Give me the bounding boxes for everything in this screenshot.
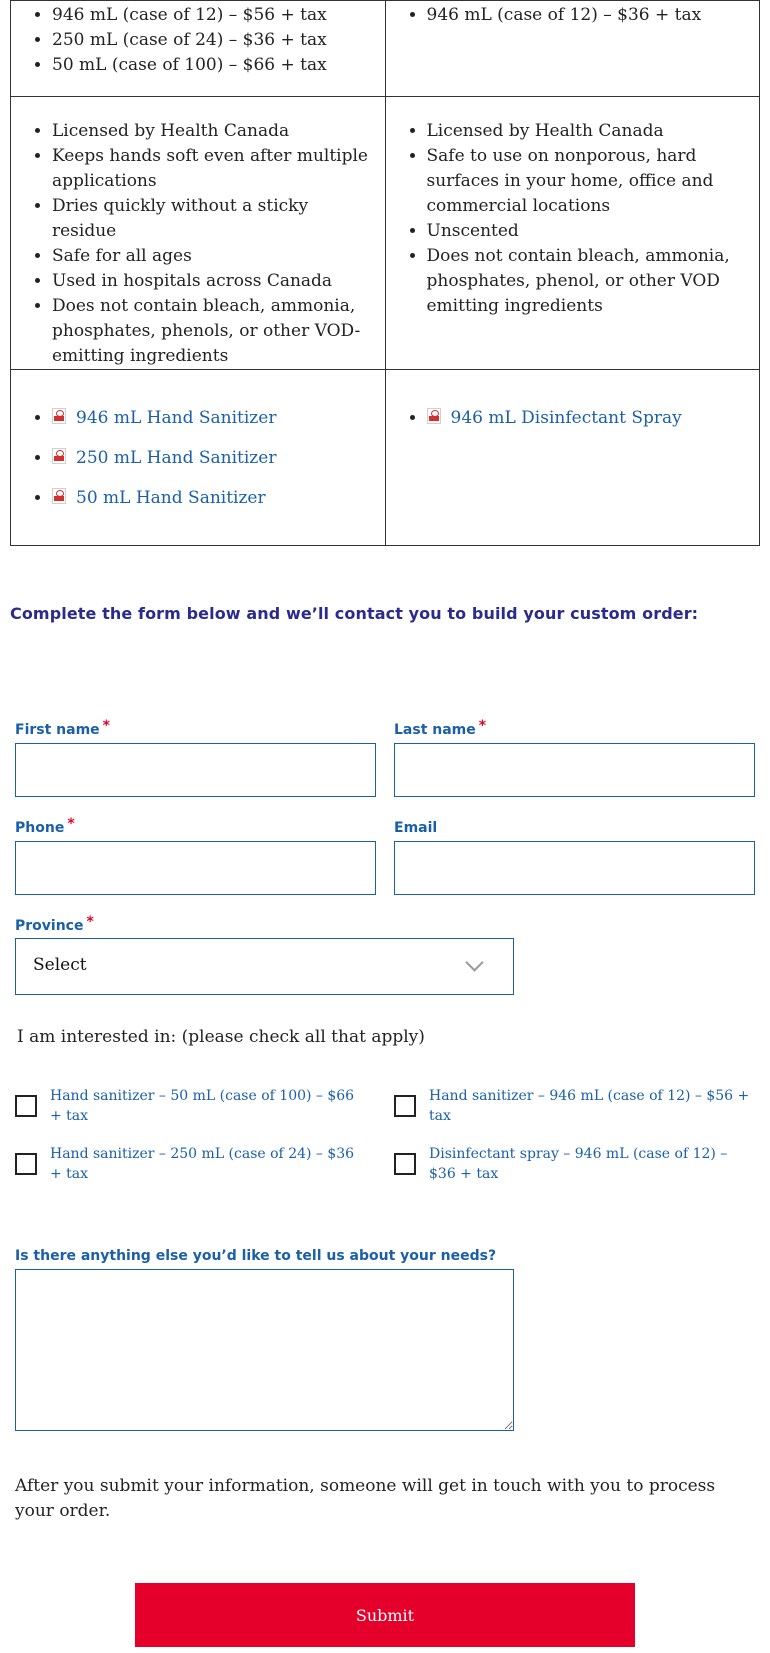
pdf-link-946ml-spray[interactable] bbox=[427, 408, 682, 428]
list-item: • Safe for all ages bbox=[52, 244, 385, 269]
list-item bbox=[52, 406, 385, 431]
checkbox-sanitizer-250ml[interactable] bbox=[15, 1153, 37, 1175]
features-row bbox=[11, 97, 760, 370]
checkbox-spray-946ml[interactable] bbox=[394, 1153, 416, 1175]
province-select[interactable] bbox=[15, 938, 514, 995]
pdf-link-label: 946 mL Hand Sanitizer bbox=[76, 408, 277, 428]
required-marker: * bbox=[67, 816, 75, 832]
list-item: • Safe to use on nonporous, hard surfaces in your home, office and commercial locations bbox=[427, 144, 760, 219]
spray-sizes-cell bbox=[385, 1, 760, 97]
after-submit-note: After you submit your information, someone will get in touch with you to process your order. bbox=[15, 1476, 716, 1521]
phone-label: Phone * bbox=[15, 816, 75, 836]
pdf-link-50ml-sanitizer[interactable] bbox=[52, 488, 266, 508]
checkbox-label: Hand sanitizer – 50 mL (case of 100) – $66 + tax bbox=[50, 1088, 355, 1124]
pdf-link-250ml-sanitizer[interactable] bbox=[52, 448, 276, 468]
email-label: Email bbox=[394, 820, 438, 836]
submit-button[interactable]: Submit bbox=[135, 1583, 635, 1647]
required-marker: * bbox=[86, 914, 94, 930]
spray-features-cell bbox=[385, 97, 760, 370]
pdf-file-icon bbox=[52, 408, 66, 424]
checkbox-label: Hand sanitizer – 250 mL (case of 24) – $36 + tax bbox=[50, 1146, 355, 1182]
needs-textarea[interactable] bbox=[15, 1269, 514, 1431]
last-name-label: Last name * bbox=[394, 718, 487, 738]
first-name-label: First name * bbox=[15, 718, 110, 738]
checkbox-label: Disinfectant spray – 946 mL (case of 12) – $36 + tax bbox=[429, 1146, 728, 1182]
spray-downloads-cell bbox=[385, 370, 760, 546]
list-item: • 946 mL (case of 12) – $56 + tax bbox=[52, 3, 385, 28]
pdf-link-label: 946 mL Disinfectant Spray bbox=[450, 408, 682, 428]
chevron-down-icon bbox=[465, 953, 483, 971]
checkbox-row bbox=[15, 1144, 365, 1184]
products-table bbox=[10, 0, 760, 546]
pdf-file-icon bbox=[52, 488, 66, 504]
sanitizer-sizes-cell bbox=[11, 1, 386, 97]
list-item: • Licensed by Health Canada bbox=[52, 119, 385, 144]
last-name-input[interactable] bbox=[394, 743, 755, 797]
email-input[interactable] bbox=[394, 841, 755, 895]
checkbox-row bbox=[394, 1144, 754, 1184]
list-item: • Dries quickly without a sticky residue bbox=[52, 194, 385, 244]
phone-input[interactable] bbox=[15, 841, 376, 895]
province-select-value: Select bbox=[33, 955, 87, 975]
list-item: • Keeps hands soft even after multiple applications bbox=[52, 144, 385, 194]
list-item: • 946 mL (case of 12) – $36 + tax bbox=[427, 3, 760, 28]
needs-label: Is there anything else you’d like to tell us about your needs? bbox=[15, 1248, 497, 1264]
pdf-link-label: 50 mL Hand Sanitizer bbox=[76, 488, 266, 508]
list-item bbox=[52, 446, 385, 471]
checkbox-label: Hand sanitizer – 946 mL (case of 12) – $56 + tax bbox=[429, 1088, 750, 1124]
pdf-link-946ml-sanitizer[interactable] bbox=[52, 408, 276, 428]
checkbox-row bbox=[394, 1086, 754, 1126]
list-item bbox=[427, 406, 760, 431]
pdf-link-label: 250 mL Hand Sanitizer bbox=[76, 448, 277, 468]
sanitizer-downloads-cell bbox=[11, 370, 386, 546]
province-label: Province * bbox=[15, 914, 94, 934]
checkbox-sanitizer-946ml[interactable] bbox=[394, 1095, 416, 1117]
checkbox-row bbox=[15, 1086, 365, 1126]
pdf-file-icon bbox=[427, 408, 441, 424]
list-item bbox=[52, 486, 385, 511]
list-item: • Does not contain bleach, ammonia, phosphates, phenol, or other VOD emitting ingredients bbox=[427, 244, 760, 319]
pdf-file-icon bbox=[52, 448, 66, 464]
checkbox-sanitizer-50ml[interactable] bbox=[15, 1095, 37, 1117]
interest-label: I am interested in: (please check all that apply) bbox=[17, 1027, 425, 1047]
sizes-row bbox=[11, 1, 760, 97]
required-marker: * bbox=[102, 718, 110, 734]
form-heading: Complete the form below and we’ll contact you to build your custom order: bbox=[10, 604, 699, 623]
sanitizer-features-cell bbox=[11, 97, 386, 370]
required-marker: * bbox=[478, 718, 487, 734]
first-name-input[interactable] bbox=[15, 743, 376, 797]
list-item: • 250 mL (case of 24) – $36 + tax bbox=[52, 28, 385, 53]
list-item: • Licensed by Health Canada bbox=[427, 119, 760, 144]
list-item: • 50 mL (case of 100) – $66 + tax bbox=[52, 53, 385, 78]
downloads-row bbox=[11, 370, 760, 546]
list-item: • Does not contain bleach, ammonia, phosphates, phenols, or other VOD-emitting ingredients bbox=[52, 294, 385, 369]
list-item: • Used in hospitals across Canada bbox=[52, 269, 385, 294]
list-item: • Unscented bbox=[427, 219, 760, 244]
